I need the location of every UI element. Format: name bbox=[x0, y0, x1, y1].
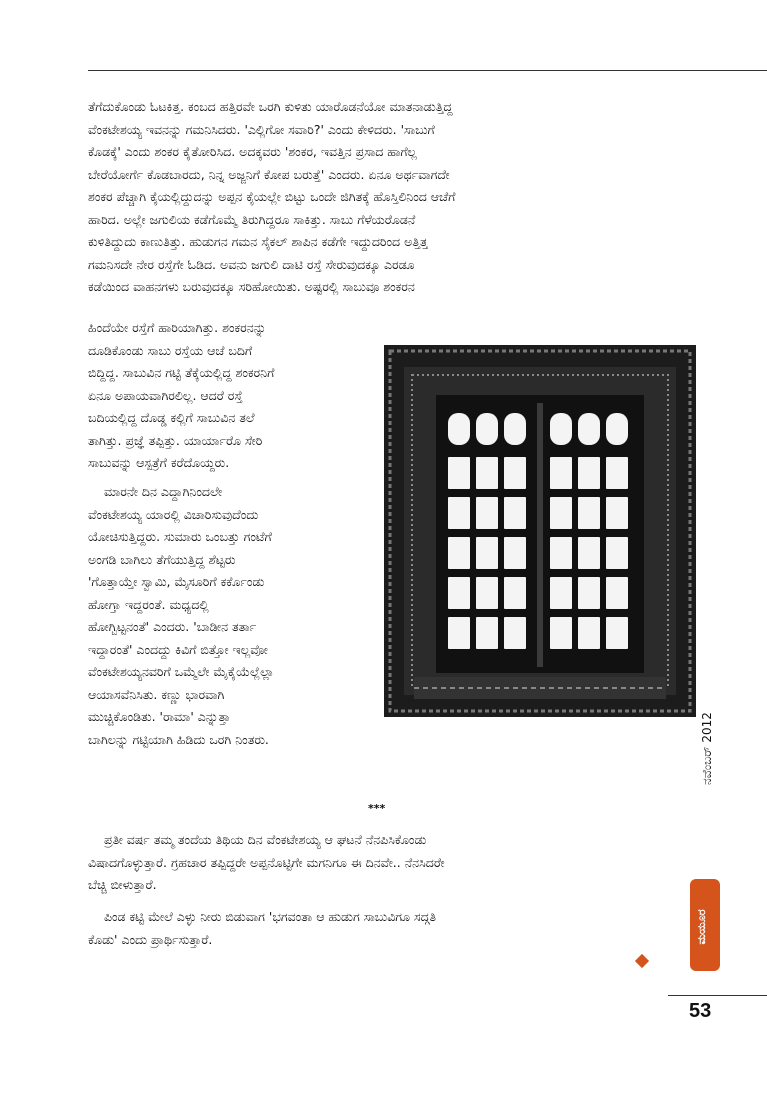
window-pane bbox=[550, 497, 572, 529]
window-pane bbox=[504, 617, 526, 649]
text-line: ಬೇರೆಯೋರ್ಗೆ ಕೊಡಬಾರದು, ನಿನ್ನ ಅಜ್ಜನಿಗೆ ಕೋಪ ಬರುತ್ತೆ' ಎಂದರು. ಏನೂ ಅರ್ಥವಾಗದೇ bbox=[88, 166, 450, 182]
window-pane bbox=[578, 537, 600, 569]
window-pane bbox=[476, 537, 498, 569]
window-pane bbox=[550, 617, 572, 649]
window-center-post bbox=[537, 403, 543, 667]
window-pane bbox=[504, 457, 526, 489]
window-pane bbox=[476, 577, 498, 609]
paragraph-2 bbox=[88, 317, 370, 475]
text-line: ಏನೂ ಅಪಾಯವಾಗಿರಲಿಲ್ಲ. ಆದರೆ ರಸ್ತೆ bbox=[88, 387, 243, 403]
text-line: ಗಮನಿಸದೇ ನೇರ ರಸ್ತೆಗೇ ಓಡಿದ. ಅವನು ಜಗುಲಿ ದಾಟಿ ರಸ್ತೆ ಸೇರುವುದಕ್ಕೂ ಎರಡೂ bbox=[88, 256, 415, 272]
text-line: ಬಿದ್ದಿದ್ದ. ಸಾಬುವಿನ ಗಟ್ಟಿ ತೆಕ್ಕೆಯಲ್ಲಿದ್ದ ಶಂಕರನಿಗೆ bbox=[88, 365, 275, 380]
text-line: ಹೋಗ್ತಾ ಇದ್ದರಂತೆ. ಮಧ್ಯದಲ್ಲಿ bbox=[88, 596, 209, 612]
text-line: ಕೊಡು' ಎಂದು ಪ್ರಾರ್ಥಿಸುತ್ತಾರೆ. bbox=[88, 931, 213, 947]
text-line: ಬಾಗಿಲನ್ನು ಗಟ್ಟಿಯಾಗಿ ಹಿಡಿದು ಒರಗಿ ನಿಂತರು. bbox=[88, 731, 269, 747]
window-pane bbox=[578, 577, 600, 609]
window-pane bbox=[504, 413, 526, 445]
window-pane bbox=[578, 413, 600, 445]
text-line: 'ಗೊತ್ತಾಯ್ತೇ ಸ್ವಾಮಿ, ಮೈಸೂರಿಗೆ ಕರ್ಕೊಂಡು bbox=[88, 574, 265, 589]
text-line: ವೆಂಕಟೇಶಯ್ಯನವರಿಗೆ ಒಮ್ಮೆಲೇ ಮೈಕೈಯೆಲ್ಲೆಲ್ಲಾ bbox=[88, 664, 275, 679]
window-pane bbox=[606, 457, 628, 489]
window-pane bbox=[578, 497, 600, 529]
top-rule bbox=[88, 70, 767, 71]
window-pane bbox=[476, 617, 498, 649]
paragraph-4 bbox=[88, 829, 686, 897]
window-pane bbox=[550, 577, 572, 609]
end-mark-icon bbox=[635, 954, 649, 968]
paragraph-3 bbox=[88, 481, 370, 751]
window-pane bbox=[606, 577, 628, 609]
window-pane bbox=[550, 537, 572, 569]
window-pane bbox=[448, 577, 470, 609]
text-line: ಬದಿಯಲ್ಲಿದ್ದ ದೊಡ್ಡ ಕಲ್ಲಿಗೆ ಸಾಬುವಿನ ತಲೆ bbox=[88, 410, 255, 425]
footer-rule bbox=[668, 995, 767, 996]
window-pane bbox=[476, 413, 498, 445]
window-pane bbox=[606, 413, 628, 445]
text-line: ಪಿಂಡ ಕಟ್ಟಿ ಮೇಲೆ ಎಳ್ಳು ನೀರು ಬಿಡುವಾಗ 'ಭಗವಂತಾ ಆ ಹುಡುಗ ಸಾಬುವಿಗೂ ಸದ್ಗತಿ bbox=[104, 909, 437, 924]
text-line: ಹೋಗ್ಬಿಟ್ಟನಂತೆ' ಎಂದರು. 'ಬಾಡೀನ ತರ್ತಾ bbox=[88, 619, 257, 634]
text-line: ಆಯಾಸವೆನಿಸಿತು. ಕಣ್ಣು ಭಾರವಾಗಿ bbox=[88, 686, 225, 702]
section-separator: *** bbox=[368, 802, 386, 815]
text-line: ಶಂಕರ ಪೆಚ್ಚಾಗಿ ಕೈಯಲ್ಲಿದ್ದುದನ್ನು ಅಪ್ಪನ ಕೈಯಲ್ಲೇ ಬಿಟ್ಟು ಒಂದೇ ಜಿಗಿತಕ್ಕೆ ಹೊಸ್ತಿಲಿನಿಂದ ಆಚೆಗೆ bbox=[88, 189, 456, 204]
window-pane bbox=[448, 413, 470, 445]
window-pane bbox=[606, 537, 628, 569]
window-pane bbox=[504, 497, 526, 529]
text-line: ತೆಗೆದುಕೊಂಡು ಓಟಕಿತ್ತ. ಕಂಬದ ಹತ್ತಿರವೇ ಒರಗಿ ಕುಳಿತು ಯಾರೊಡನೆಯೋ ಮಾತನಾಡುತ್ತಿದ್ದ bbox=[88, 99, 453, 114]
text-line: ಕುಳಿತಿದ್ದುದು ಕಾಣುತಿತ್ತು. ಹುಡುಗನ ಗಮನ ಸೈಕಲ್ ಶಾಪಿನ ಕಡೆಗೇ ಇದ್ದುದರಿಂದ ಅತ್ತಿತ್ತ bbox=[88, 234, 428, 249]
text-line: ಮಾರನೇ ದಿನ ಎದ್ದಾಗಿನಿಂದಲೇ bbox=[104, 484, 223, 499]
text-line: ಯೋಚಿಸುತ್ತಿದ್ದರು. ಸುಮಾರು ಒಂಬತ್ತು ಗಂಟೆಗೆ bbox=[88, 529, 272, 544]
text-line: ಬೆಚ್ಚಿ ಬೀಳುತ್ತಾರೆ. bbox=[88, 877, 157, 892]
paragraph-1 bbox=[88, 96, 686, 299]
window-pane bbox=[476, 457, 498, 489]
text-line: ಹಾರಿದ. ಅಲ್ಲೇ ಜಗುಲಿಯ ಕಡೆಗೊಮ್ಮೆ ತಿರುಗಿದ್ದರೂ ಸಾಕಿತ್ತು. ಸಾಬು ಗೆಳೆಯರೊಡನೆ bbox=[88, 211, 416, 227]
text-line: ಹಿಂದೆಯೇ ರಸ್ತೆಗೆ ಹಾರಿಯಾಗಿತ್ತು. ಶಂಕರನನ್ನು bbox=[88, 320, 267, 335]
text-line: ಅಂಗಡಿ ಬಾಗಿಲು ತೆಗೆಯುತ್ತಿದ್ದ ಶೆಟ್ಟರು bbox=[88, 551, 236, 567]
window-pane bbox=[504, 577, 526, 609]
text-line: ದೂಡಿಕೊಂಡು ಸಾಬು ರಸ್ತೆಯ ಆಚೆ ಬದಿಗೆ bbox=[88, 342, 253, 358]
text-line: ಕಡೆಯಿಂದ ವಾಹನಗಳು ಬರುವುದಕ್ಕೂ ಸರಿಹೋಯಿತು. ಅಷ್ಟರಲ್ಲಿ ಸಾಬುವೂ ಶಂಕರನ bbox=[88, 279, 415, 294]
window-pane bbox=[504, 537, 526, 569]
window-pane bbox=[578, 617, 600, 649]
window-pane bbox=[448, 617, 470, 649]
window-pane bbox=[606, 617, 628, 649]
window-pane bbox=[578, 457, 600, 489]
text-line: ತಾಗಿತ್ತು. ಪ್ರಜ್ಞೆ ತಪ್ಪಿತ್ತು. ಯಾರ್ಯಾರೊ ಸೇರಿ bbox=[88, 432, 263, 448]
window-pane bbox=[448, 537, 470, 569]
text-line: ಪ್ರತೀ ವರ್ಷ ತಮ್ಮ ತಂದೆಯ ತಿಥಿಯ ದಿನ ವೆಂಕಟೇಶಯ್ಯ ಆ ಘಟನೆ ನೆನಪಿಸಿಕೊಂಡು bbox=[104, 832, 427, 847]
text-line: ಮುಚ್ಚಿಕೊಂಡಿತು. 'ರಾಮಾ' ಎನ್ನುತ್ತಾ bbox=[88, 709, 231, 724]
text-line: ಸಾಬುವನ್ನು ಆಸ್ಪತ್ರೆಗೆ ಕರೆದೊಯ್ದರು. bbox=[88, 455, 230, 470]
window-pane bbox=[476, 497, 498, 529]
magazine-logo bbox=[688, 875, 726, 975]
text-line: ವೆಂಕಟೇಶಯ್ಯ ಯಾರಲ್ಲಿ ವಿಚಾರಿಸುವುದೆಂದು bbox=[88, 506, 259, 522]
page-number: 53 bbox=[689, 1000, 712, 1022]
paragraph-5 bbox=[88, 906, 686, 951]
issue-date: ನವೆಂಬರ್ 2012 bbox=[700, 712, 714, 785]
window-pane bbox=[448, 457, 470, 489]
window-pane bbox=[606, 497, 628, 529]
carved-window-illustration bbox=[384, 345, 696, 717]
window-pane bbox=[550, 457, 572, 489]
window-pane bbox=[448, 497, 470, 529]
text-line: ವೆಂಕಟೇಶಯ್ಯ ಇವನನ್ನು ಗಮನಿಸಿದರು. 'ಎಲ್ಲಿಗೋ ಸವಾರಿ?' ಎಂದು ಕೇಳಿದರು. 'ಸಾಬುಗೆ bbox=[88, 121, 435, 137]
text-line: ಇದ್ದಾರಂತೆ' ಎಂದದ್ದು ಕಿವಿಗೆ ಬಿತ್ತೋ ಇಲ್ಲವೋ bbox=[88, 641, 268, 657]
window-pane bbox=[550, 413, 572, 445]
text-line: ಕೊಡಕ್ಕೆ' ಎಂದು ಶಂಕರ ಕೈತೋರಿಸಿದ. ಅದಕ್ಕವರು 'ಶಂಕರ, ಇವತ್ತಿನ ಪ್ರಸಾದ ಹಾಗೆಲ್ಲ bbox=[88, 144, 417, 159]
text-line: ವಿಷಾದಗೊಳ್ಳುತ್ತಾರೆ. ಗ್ರಹಚಾರ ತಪ್ಪಿದ್ದರೇ ಅಪ್ಪನೊಟ್ಟಿಗೇ ಮಗನಿಗೂ ಈ ದಿನವೇ.. ನೆನಸಿದರೇ bbox=[88, 854, 445, 870]
svg-text:ಮಯೂರ: ಮಯೂರ bbox=[695, 909, 708, 945]
